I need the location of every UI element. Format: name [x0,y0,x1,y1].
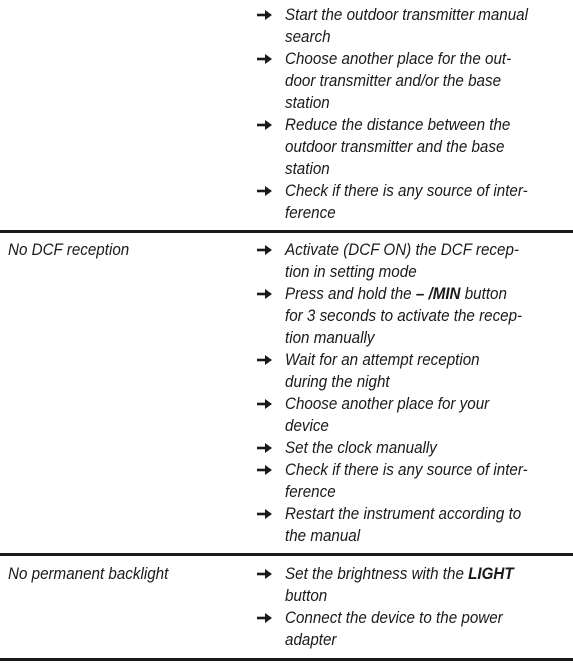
solution-text [285,327,534,349]
solution-line [256,136,556,158]
solution-line [256,585,556,607]
solution-text [285,92,534,114]
solution-text [285,563,534,585]
text-run: Reduce the distance between the [285,116,511,134]
text-run: Check if there is any source of inter- [285,461,528,479]
solution-text [285,459,534,481]
text-run: Choose another place for the out- [285,50,512,68]
solution-text [285,525,534,547]
text-run: for 3 seconds to activate the recep- [285,307,523,325]
text-run: ference [285,204,336,222]
bold-label: LIGHT [468,565,514,583]
table-rule [0,230,573,233]
solution-text [285,503,534,525]
solution-text [285,114,534,136]
solution-text [285,629,534,651]
text-run: the manual [285,527,361,545]
solution-line [256,349,556,371]
text-run: Wait for an attempt reception [285,351,480,369]
solution-line [256,92,556,114]
solution-line [256,158,556,180]
solution-text [285,239,534,261]
solution-line [256,4,556,26]
text-run: door transmitter and/or the base [285,72,502,90]
text-run: station [285,160,330,178]
text-run: station [285,94,330,112]
solution-text [285,371,534,393]
solution-line [256,26,556,48]
bold-label: – /MIN [415,285,461,303]
table-rule [0,658,573,661]
solution-line [256,525,556,547]
solution-text [285,70,534,92]
solution-text [285,4,534,26]
solution-line [256,503,556,525]
text-run: tion in setting mode [285,263,417,281]
solution-line [256,459,556,481]
solution-line [256,393,556,415]
solution-line [256,114,556,136]
solution-text [285,202,534,224]
solution-text [285,26,534,48]
solution-line [256,283,556,305]
solution-line [256,371,556,393]
problem-cell: No permanent backlight [8,565,169,583]
solution-line [256,70,556,92]
solution-text [285,180,534,202]
solution-text [285,48,534,70]
solution-line [256,48,556,70]
problem-cell: No DCF reception [8,241,130,259]
solution-line [256,180,556,202]
solution-text [285,136,534,158]
solution-text [285,437,534,459]
text-run: Set the brightness with the [285,565,469,583]
text-run: Restart the instrument according to [285,505,522,523]
solutions-cell [256,239,556,547]
text-run: adapter [285,631,337,649]
solution-line [256,607,556,629]
solutions-cell [256,563,556,651]
text-run: Connect the device to the power [285,609,503,627]
text-run: during the night [285,373,390,391]
text-run: Set the clock manually [285,439,437,457]
solution-text [285,261,534,283]
solution-line [256,415,556,437]
solution-text [285,283,534,305]
text-run: Press and hold the [285,285,416,303]
solution-text [285,607,534,629]
solution-text [285,349,534,371]
solution-line [256,261,556,283]
solution-line [256,305,556,327]
text-run: outdoor transmitter and the base [285,138,505,156]
solution-line [256,437,556,459]
text-run: device [285,417,329,435]
text-run: button [285,587,328,605]
text-run: Choose another place for your [285,395,490,413]
solution-text [285,415,534,437]
solution-line [256,629,556,651]
solution-line [256,327,556,349]
solution-line [256,563,556,585]
solution-text [285,481,534,503]
solution-text [285,158,534,180]
text-run: button [460,285,507,303]
solution-line [256,239,556,261]
text-run: Check if there is any source of inter- [285,182,528,200]
solution-line [256,202,556,224]
solution-text [285,585,534,607]
text-run: ference [285,483,336,501]
text-run: search [285,28,331,46]
table-rule [0,553,573,556]
text-run: tion manually [285,329,375,347]
solution-line [256,481,556,503]
text-run: Start the outdoor transmitter manual [285,6,529,24]
solution-text [285,393,534,415]
solution-text [285,305,534,327]
text-run: Activate (DCF ON) the DCF recep- [285,241,519,259]
solutions-cell [256,4,556,224]
